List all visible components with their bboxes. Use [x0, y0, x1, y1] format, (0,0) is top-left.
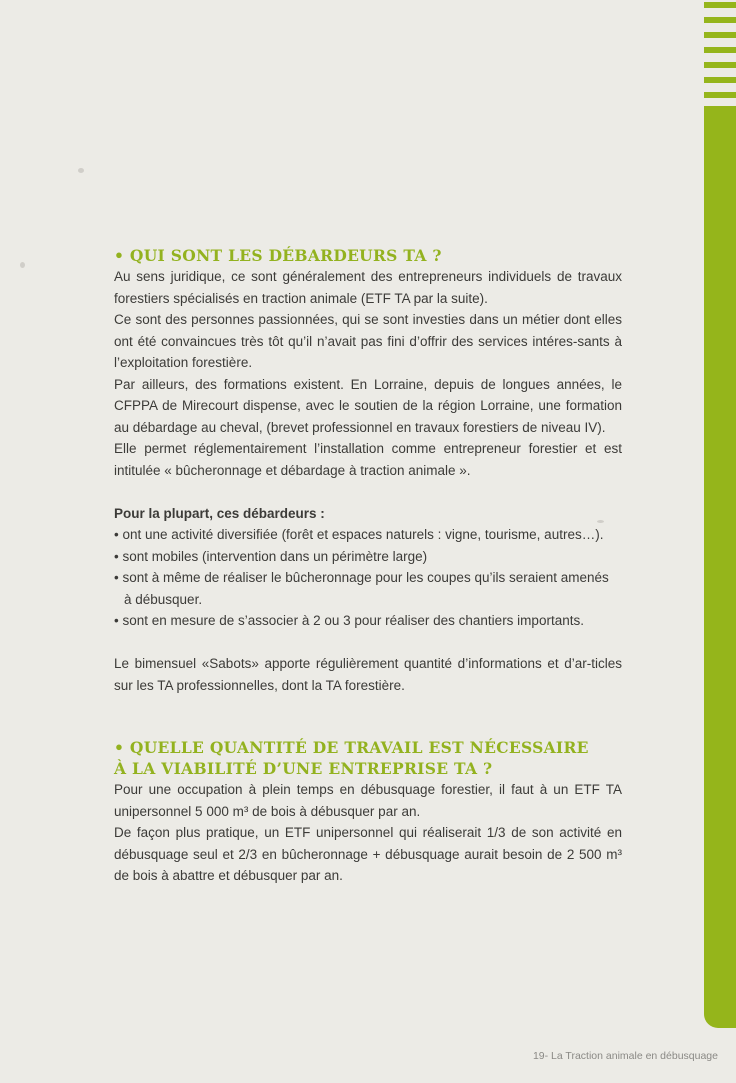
section-debardeurs — [114, 245, 622, 696]
list-item: • sont en mesure de s’associer à 2 ou 3 pour réaliser des chantiers importants. — [114, 613, 584, 628]
list-item-continuation: à débusquer. — [124, 591, 203, 607]
list-item: • sont à même de réaliser le bûcheronnage pour les coupes qu’ils seraient amenés — [114, 570, 609, 585]
side-stripe — [704, 32, 736, 38]
list-intro: Pour la plupart, ces débardeurs : — [114, 505, 325, 521]
paragraph: De façon plus pratique, un ETF unipersonnel qui réaliserait 1/3 de son activité en débusquage seul et 2/3 en bûcheronnage + débusquage aurait besoin de 2 500 m³ de bois à abattre et débusquer par an. — [114, 825, 622, 883]
side-stripe — [704, 17, 736, 23]
paragraph: Ce sont des personnes passionnées, qui se sont investies dans un métier dont elles ont été convaincues très tôt qu’il n’avait pas fini d’offrir des services intéres-sants à l’exploitation forestière. — [114, 312, 622, 370]
side-stripe — [704, 2, 736, 8]
side-accent-bar — [704, 106, 736, 1028]
paragraph: Elle permet réglementairement l’installation comme entrepreneur forestier et est intitulée « bûcheronnage et débardage à traction animale ». — [114, 441, 622, 478]
section-heading-line: • QUELLE QUANTITÉ DE TRAVAIL EST NÉCESSAIRE — [114, 738, 589, 757]
section-heading — [114, 737, 622, 779]
paragraph: Par ailleurs, des formations existent. En Lorraine, depuis de longues années, le CFPPA de Mirecourt dispense, avec le soutien de la région Lorraine, une formation au débardage au cheval, (brevet professionnel en travaux forestiers de niveau IV). — [114, 376, 622, 435]
paper-speck — [20, 262, 25, 268]
page-footer: 19- La Traction animale en débusquage — [532, 1050, 718, 1062]
section-heading: • QUI SONT LES DÉBARDEURS TA ? — [114, 246, 442, 265]
paragraph: Au sens juridique, ce sont généralement des entrepreneurs individuels de travaux forestiers spécialisés en traction animale (ETF TA par la suite). — [114, 269, 622, 306]
section-quantite — [114, 737, 622, 887]
side-stripe — [704, 47, 736, 53]
side-stripe — [704, 92, 736, 98]
paper-speck — [78, 168, 84, 173]
list-item: • ont une activité diversifiée (forêt et espaces naturels : vigne, tourisme, autres…). — [114, 527, 604, 542]
side-stripe — [704, 77, 736, 83]
paragraph: Pour une occupation à plein temps en débusquage forestier, il faut à un ETF TA unipersonnel 5 000 m³ de bois à débusquer par an. — [114, 782, 622, 819]
section-heading-line: À LA VIABILITÉ D’UNE ENTREPRISE TA ? — [114, 759, 493, 778]
paragraph: Le bimensuel «Sabots» apporte régulièrement quantité d’informations et d’ar-ticles sur les TA professionnelles, dont la TA forestière. — [114, 656, 622, 693]
list-item: • sont mobiles (intervention dans un périmètre large) — [114, 548, 428, 564]
side-stripe — [704, 62, 736, 68]
